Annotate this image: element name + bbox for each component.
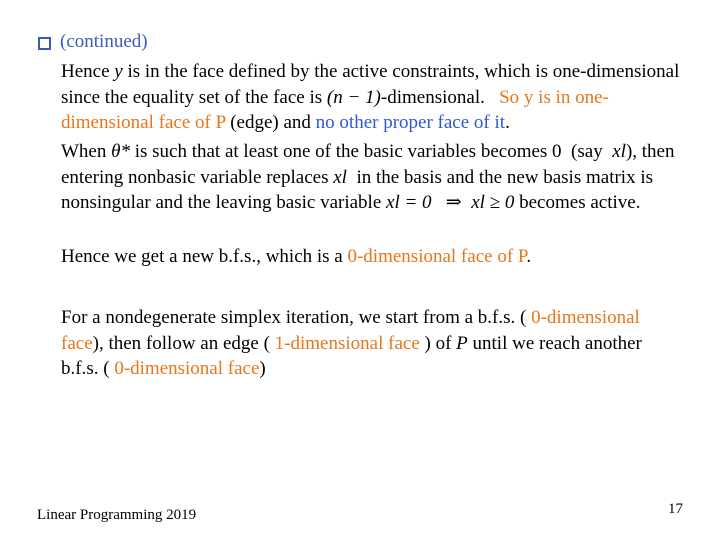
text-run: Hence: [61, 61, 115, 82]
math-xl: xl: [612, 141, 626, 162]
highlight-no-other-face: no other proper face of it: [315, 112, 506, 133]
text-run: ), then entering nonbasic variable replaces: [61, 141, 680, 188]
math-p: P: [456, 332, 468, 354]
square-bullet-icon: [38, 37, 51, 50]
text-run: ) of: [419, 332, 457, 354]
text-run: (edge) and: [225, 112, 316, 133]
math-y: y: [114, 61, 123, 82]
text-run: Hence we get a new b.f.s., which is a: [61, 246, 348, 267]
continued-heading: [38, 30, 148, 54]
text-run: .: [505, 112, 510, 133]
highlight-one-dimensional-face: So y is in one-dimensional face of P: [61, 86, 609, 133]
math-theta-star: θ*: [111, 141, 130, 162]
math-n-minus-1: (n − 1): [326, 86, 381, 108]
text-run: becomes active.: [514, 192, 641, 213]
text-run: For a nondegenerate simplex iteration, we start from a b.f.s. (: [61, 307, 532, 328]
paragraph-new-bfs: [61, 244, 681, 270]
highlight-zero-dimensional-face: 0-dimensional face: [114, 358, 260, 379]
text-run: until we reach another b.f.s. (: [61, 332, 647, 379]
highlight-one-dimensional-face: 1-dimensional face: [274, 332, 420, 354]
text-run: .: [526, 246, 532, 267]
text-run: -dimensional.: [380, 86, 500, 108]
text-run: ): [259, 358, 266, 379]
text-run: is in the face defined by the active constraints, which is one-dimensional since the equality set of the face is: [61, 61, 685, 108]
highlight-zero-dimensional-face: 0-dimensional face: [61, 307, 645, 354]
paragraph-simplex-iteration: [61, 305, 681, 382]
highlight-zero-dimensional-face: 0-dimensional face of P: [347, 246, 527, 267]
text-run: When: [61, 141, 112, 162]
text-run: in the basis and the new basis matrix is nonsingular and the leaving basic variable: [61, 166, 658, 213]
text-run: ), then follow an edge (: [92, 332, 275, 354]
text-run: is such that at least one of the basic variables becomes 0 (say: [129, 141, 613, 162]
paragraph-face-dimension: [61, 59, 685, 136]
footer-course-title: Linear Programming 2019: [37, 507, 197, 523]
paragraph-theta-star: [61, 139, 681, 216]
heading-text: (continued): [60, 31, 148, 52]
page-number: 17: [668, 501, 683, 517]
math-xl: xl: [333, 166, 347, 188]
math-xl-implication: xl = 0 ⇒ xl ≥ 0: [386, 192, 515, 213]
